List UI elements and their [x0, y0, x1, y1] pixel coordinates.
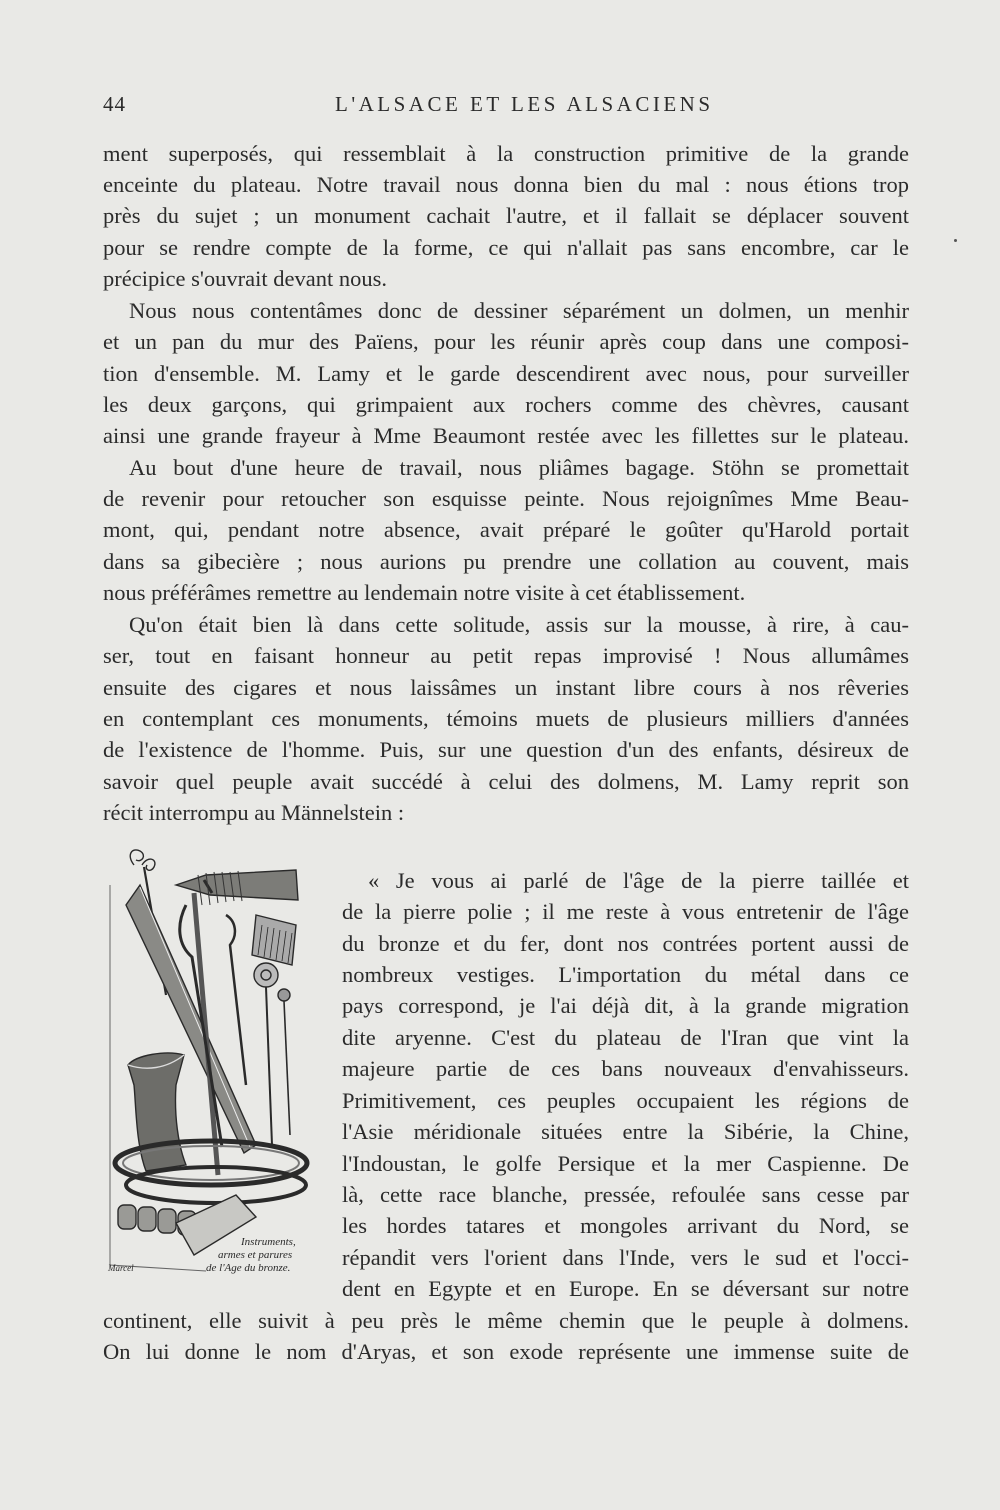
text-line: savoir quel peuple avait succédé à celui des dolmens, M. Lamy reprit son	[103, 769, 909, 794]
text-line: dent en Egypte et en Europe. En se déversant sur notre	[342, 1276, 909, 1301]
figure-caption-line: de l'Age du bronze.	[206, 1262, 291, 1274]
text-line: ment superposés, qui ressemblait à la construction primitive de la grande	[103, 141, 909, 166]
text-line: les hordes tatares et mongoles arrivant du Nord, se	[342, 1213, 909, 1238]
text-line: mont, qui, pendant notre absence, avait préparé le goûter qu'Harold portait	[103, 517, 909, 542]
text-line: Au bout d'une heure de travail, nous pliâmes bagage. Stöhn se promettait	[129, 455, 909, 480]
text-line: et un pan du mur des Païens, pour les réunir après coup dans une composi-	[103, 329, 909, 354]
text-line: de la pierre polie ; il me reste à vous entretenir de l'âge	[342, 899, 909, 924]
text-line: On lui donne le nom d'Aryas, et son exode représente une immense suite de	[103, 1339, 909, 1364]
text-line: Qu'on était bien là dans cette solitude, assis sur la mousse, à rire, à cau-	[129, 612, 909, 637]
spiral-pin-head	[130, 850, 143, 865]
text-line: nombreux vestiges. L'importation du métal dans ce	[342, 962, 909, 987]
text-line: pays correspond, je l'ai déjà dit, à la grande migration	[342, 993, 909, 1018]
text-line: l'Asie méridionale situées entre la Sibérie, la Chine,	[342, 1119, 909, 1144]
comb	[252, 915, 296, 965]
text-line: « Je vous ai parlé de l'âge de la pierre taillée et	[368, 868, 909, 893]
figure-caption-line: armes et parures	[218, 1249, 293, 1261]
text-line: récit interrompu au Männelstein :	[103, 800, 405, 825]
text-line: de revenir pour retoucher son esquisse peinte. Nous rejoignîmes Mme Beau-	[103, 486, 909, 511]
text-line: là, cette race blanche, pressée, refoulée sans cesse par	[342, 1182, 909, 1207]
text-line: tion d'ensemble. M. Lamy et le garde descendirent avec nous, pour surveiller	[103, 361, 909, 386]
text-line: dite aryenne. C'est du plateau de l'Iran que vint la	[342, 1025, 909, 1050]
paper-speck	[954, 239, 957, 242]
page-number: 44	[103, 92, 126, 116]
text-line: majeure partie de ces bans nouveaux d'envahisseurs.	[342, 1056, 909, 1081]
text-line: précipice s'ouvrait devant nous.	[103, 266, 387, 291]
text-line: ainsi une grande frayeur à Mme Beaumont restée avec les fillettes sur le plateau.	[103, 423, 909, 448]
bronze-age-illustration	[106, 845, 320, 1281]
text-line: l'Indoustan, le golfe Persique et la mer Caspienne. De	[342, 1151, 909, 1176]
text-line: pour se rendre compte de la forme, ce qui n'allait pas sans encombre, car le	[103, 235, 909, 260]
text-line: du bronze et du fer, dont nos contrées portent aussi de	[342, 931, 909, 956]
text-line: nous préférâmes remettre au lendemain notre visite à cet établissement.	[103, 580, 746, 605]
round-pin-head	[254, 963, 278, 987]
text-line: Nous nous contentâmes donc de dessiner séparément un dolmen, un menhir	[129, 298, 909, 323]
text-line: de l'existence de l'homme. Puis, sur une question d'un des enfants, désireux de	[103, 737, 909, 762]
text-line: répandit vers l'orient dans l'Inde, vers le sud et l'occi-	[342, 1245, 909, 1270]
text-line: en contemplant ces monuments, témoins muets de plusieurs milliers d'années	[103, 706, 909, 731]
text-line: dans sa gibecière ; nous aurions pu prendre une collation au couvent, mais	[103, 549, 909, 574]
engraver-signature: Marcel	[108, 1263, 134, 1273]
text-line: les deux garçons, qui grimpaient aux rochers comme des chèvres, causant	[103, 392, 909, 417]
running-title: L'ALSACE ET LES ALSACIENS	[335, 92, 714, 116]
text-line: près du sujet ; un monument cachait l'autre, et il fallait se déplacer souvent	[103, 203, 909, 228]
text-line: continent, elle suivit à peu près le même chemin que le peuple à dolmens.	[103, 1308, 909, 1333]
text-line: Primitivement, ces peuples occupaient les régions de	[342, 1088, 909, 1113]
text-line: enceinte du plateau. Notre travail nous donna bien du mal : nous étions trop	[103, 172, 909, 197]
figure-caption-line: Instruments,	[241, 1236, 296, 1248]
text-line: ensuite des cigares et nous laissâmes un instant libre cours à nos rêveries	[103, 675, 909, 700]
text-line: ser, tout en faisant honneur au petit repas improvisé ! Nous allumâmes	[103, 643, 909, 668]
